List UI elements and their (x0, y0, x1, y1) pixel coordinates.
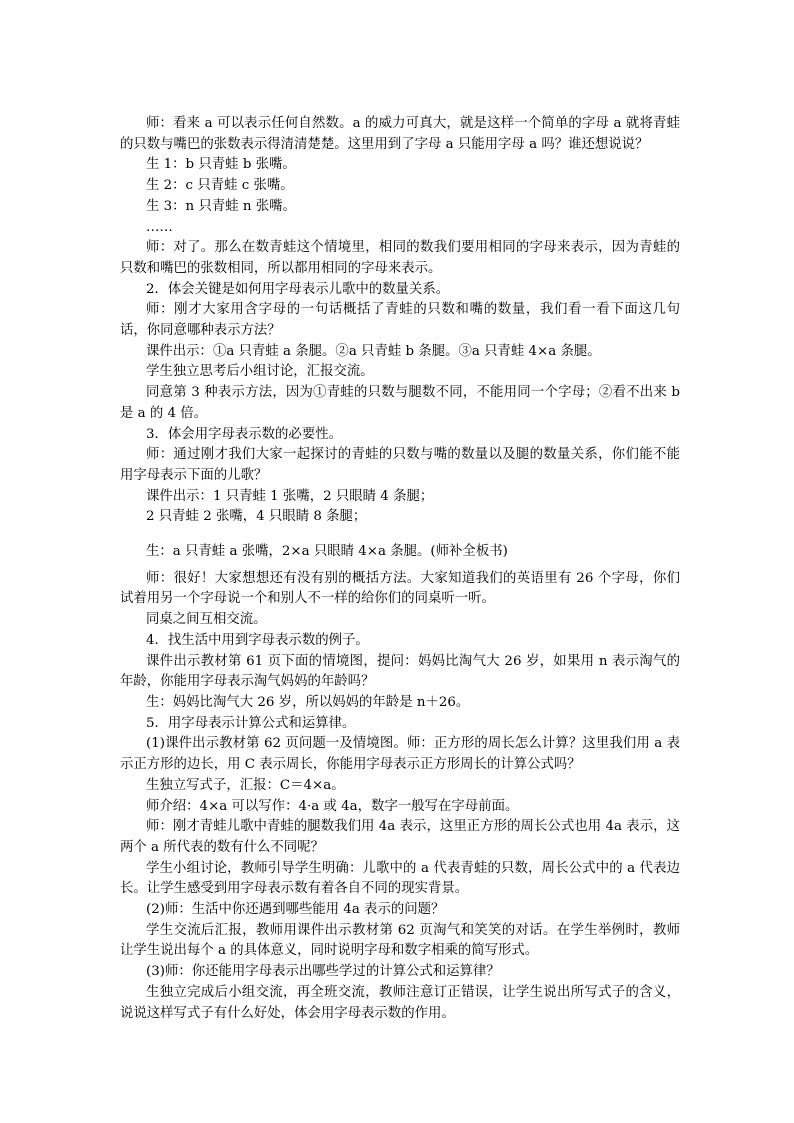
paragraph: 同桌之间互相交流。 (146, 612, 267, 628)
paragraph: 师介绍：4×a 可以写作：4·a 或 4a，数字一般写在字母前面。 (146, 798, 519, 814)
paragraph: 生独立完成后小组交流，再全班交流，教师注意订正错误，让学生说出所写式子的含义，说说这样写式子有什么好处，体会用字母表示数的作用。 (120, 984, 680, 1021)
paragraph: 师：看来 a 可以表示任何自然数。a 的威力可真大，就是这样一个简单的字母 a 就将青蛙的只数与嘴巴的张数表示得清清楚楚。这里用到了字母 a 只能用字母 a 吗？谁还想说说？ (120, 116, 680, 152)
paragraph: (2)师：生活中你还遇到哪些能用 4a 表示的问题？ (146, 902, 445, 918)
paragraph: …… (146, 219, 173, 235)
section-heading: 2．体会关键是如何用字母表示儿歌中的数量关系。 (146, 281, 450, 297)
paragraph: 课件出示：①a 只青蛙 a 条腿。②a 只青蛙 b 条腿。③a 只青蛙 4×a 条腿。 (146, 343, 601, 359)
paragraph: 师：很好！大家想想还有没有别的概括方法。大家知道我们的英语里有 26 个字母，你们试着用另一个字母说一个和别人不一样的给你们的同桌听一听。 (120, 570, 680, 607)
section-heading: 3．体会用字母表示数的必要性。 (146, 426, 342, 442)
paragraph: 同意第 3 种表示方法，因为①青蛙的只数与腿数不同，不能用同一个字母；②看不出来 b 是 a 的 4 倍。 (120, 385, 680, 421)
spacer (120, 528, 680, 542)
paragraph: (3)师：你还能用字母表示出哪些学过的计算公式和运算律？ (146, 964, 500, 980)
paragraph: 生独立写式子，汇报：C＝4×a。 (146, 777, 345, 793)
paragraph: 生 1：b 只青蛙 b 张嘴。 (146, 157, 296, 173)
document-body (120, 114, 680, 1024)
paragraph: 2 只青蛙 2 张嘴，4 只眼睛 8 条腿； (146, 509, 367, 525)
paragraph: 课件出示：1 只青蛙 1 张嘴，2 只眼睛 4 条腿； (146, 488, 434, 504)
paragraph: 学生独立思考后小组讨论，汇报交流。 (146, 364, 374, 380)
section-heading: 5．用字母表示计算公式和运算律。 (146, 715, 356, 731)
paragraph: (1)课件出示教材第 62 页问题一及情境图。师：正方形的周长怎么计算？这里我们用 a 表示正方形的边长，用 C 表示周长，你能用字母表示正方形周长的计算公式吗？ (120, 736, 680, 773)
paragraph: 学生小组讨论，教师引导学生明确：儿歌中的 a 代表青蛙的只数，周长公式中的 a 代表边长。让学生感受到用字母表示数有着各自不同的现实背景。 (120, 860, 680, 897)
paragraph: 师：对了。那么在数青蛙这个情境里，相同的数我们要用相同的字母来表示，因为青蛙的只数和嘴巴的张数相同，所以都用相同的字母来表示。 (120, 240, 680, 276)
paragraph: 课件出示教材第 61 页下面的情境图，提问：妈妈比淘气大 26 岁，如果用 n 表示淘气的年龄，你能用字母表示淘气妈妈的年龄吗？ (120, 653, 680, 690)
paragraph: 学生交流后汇报，教师用课件出示教材第 62 页淘气和笑笑的对话。在学生举例时，教师让学生说出每个 a 的具体意义，同时说明字母和数字相乘的简写形式。 (120, 922, 680, 959)
paragraph: 生 2：c 只青蛙 c 张嘴。 (146, 178, 294, 194)
section-heading: 4．找生活中用到字母表示数的例子。 (146, 632, 369, 648)
paragraph: 师：刚才大家用含字母的一句话概括了青蛙的只数和嘴的数量，我们看一看下面这几句话，你同意哪种表示方法？ (120, 302, 680, 339)
paragraph: 生：a 只青蛙 a 张嘴，2×a 只眼睛 4×a 条腿。(师补全板书) (146, 544, 508, 560)
paragraph: 师：刚才青蛙儿歌中青蛙的腿数我们用 4a 表示，这里正方形的周长公式也用 4a 表示，这两个 a 所代表的数有什么不同呢？ (120, 819, 680, 855)
paragraph: 生 3：n 只青蛙 n 张嘴。 (146, 198, 296, 214)
paragraph: 师：通过刚才我们大家一起探讨的青蛙的只数与嘴的数量以及腿的数量关系，你们能不能用字母表示下面的儿歌？ (120, 447, 680, 483)
paragraph: 生：妈妈比淘气大 26 岁，所以妈妈的年龄是 n＋26。 (146, 694, 470, 710)
